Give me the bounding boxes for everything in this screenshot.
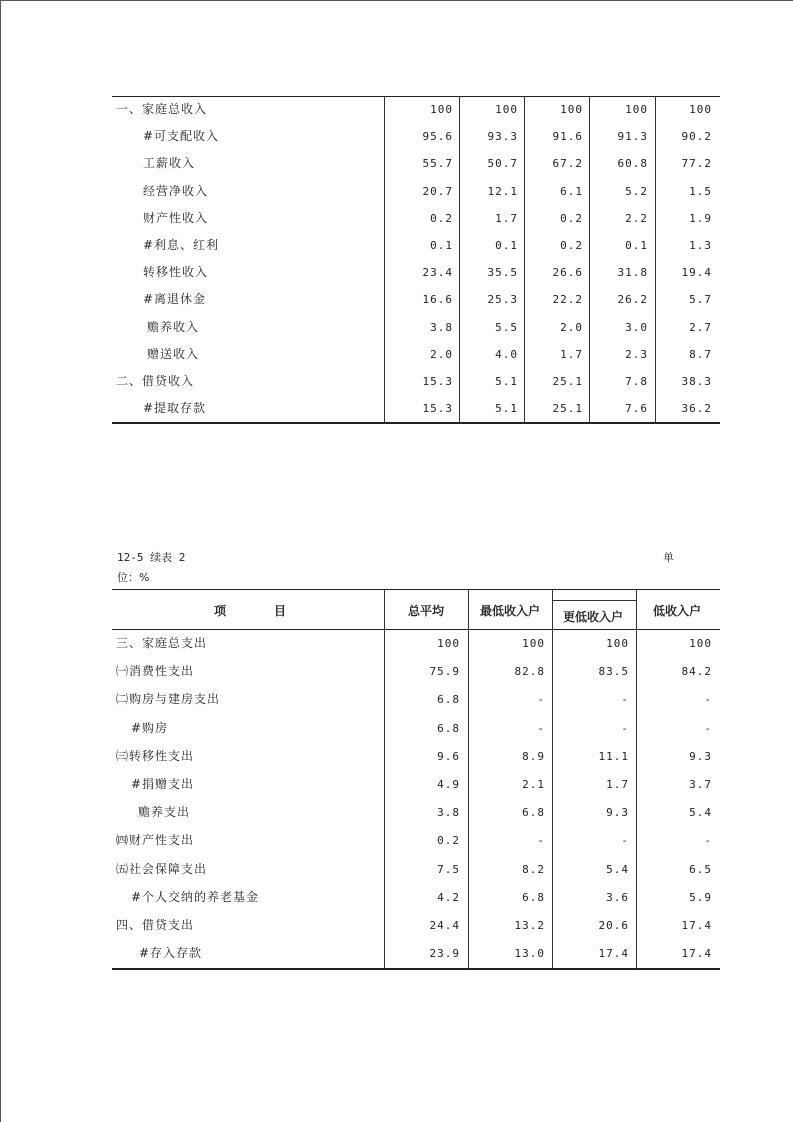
cell-value: 4.9 (437, 778, 460, 791)
cell-value: 82.8 (514, 665, 545, 679)
cell-value: 3.8 (430, 320, 453, 334)
table-row (112, 395, 720, 422)
table-bottom-rule (112, 422, 720, 424)
cell-value: 67.2 (552, 157, 583, 171)
cell-value: 0.1 (430, 239, 453, 252)
cell-value: 0.2 (430, 211, 453, 225)
row-label: #利息、红利 (143, 238, 220, 252)
header-item-b: 目 (274, 604, 287, 618)
cell-value: 5.2 (625, 184, 648, 198)
table-row (112, 827, 720, 854)
row-label: ㈡购房与建房支出 (116, 692, 221, 707)
cell-value: 17.4 (681, 919, 712, 932)
table-row (112, 630, 720, 657)
table-row (112, 686, 720, 713)
table-row (112, 178, 720, 205)
cell-value: - (704, 834, 712, 848)
cell-value: 3.8 (437, 806, 460, 820)
cell-value: - (704, 721, 712, 735)
table-row (112, 286, 720, 313)
table-row (112, 771, 720, 798)
cell-value: 13.2 (514, 919, 545, 932)
page-top-edge (0, 0, 793, 1)
row-label: 赠送收入 (147, 346, 200, 361)
cell-value: 0.2 (437, 834, 460, 848)
table-row (112, 856, 720, 883)
row-label: 三、家庭总支出 (116, 636, 208, 650)
cell-value: 100 (437, 637, 460, 650)
cell-value: 100 (560, 103, 583, 116)
table-row (112, 259, 720, 286)
row-label: 赡养支出 (138, 805, 191, 820)
cell-value: 91.3 (617, 130, 648, 144)
cell-value: 5.7 (689, 293, 712, 307)
row-label: #个人交纳的养老基金 (131, 889, 260, 904)
header-lowest-income: 最低收入户 (480, 604, 541, 618)
cell-value: 91.6 (552, 130, 583, 144)
cell-value: 6.8 (522, 890, 545, 904)
cell-value: 0.1 (625, 239, 648, 252)
cell-value: 25.1 (552, 375, 583, 388)
cell-value: 38.3 (681, 375, 712, 388)
row-label: #捐赠支出 (131, 777, 195, 791)
cell-value: 5.1 (495, 402, 518, 416)
row-label: ㈠消费性支出 (116, 664, 195, 679)
table-row (112, 940, 720, 967)
cell-value: 17.4 (598, 947, 629, 961)
cell-value: 6.8 (437, 693, 460, 707)
cell-value: 3.6 (606, 890, 629, 904)
cell-value: 20.6 (598, 919, 629, 932)
cell-value: 36.2 (681, 402, 712, 416)
row-label: 二、借贷收入 (116, 374, 195, 388)
cell-value: 31.8 (617, 266, 648, 280)
row-label: #离退休金 (143, 292, 207, 307)
cell-value: 7.5 (437, 862, 460, 876)
cell-value: 1.7 (606, 778, 629, 791)
row-label: #可支配收入 (143, 129, 220, 144)
cell-value: 93.3 (487, 130, 518, 144)
cell-value: 26.6 (552, 266, 583, 280)
table-row (112, 658, 720, 685)
row-label: #提取存款 (143, 401, 207, 416)
row-label: 一、家庭总收入 (116, 102, 208, 116)
cell-value: 5.4 (606, 862, 629, 876)
cell-value: 6.8 (437, 721, 460, 735)
cell-value: 95.6 (422, 130, 453, 144)
cell-value: 0.2 (560, 239, 583, 252)
cell-value: 1.3 (689, 239, 712, 252)
cell-value: 11.1 (598, 749, 629, 763)
row-label: 经营净收入 (143, 183, 209, 198)
cell-value: 8.7 (689, 347, 712, 361)
table-row (112, 912, 720, 939)
cell-value: - (537, 721, 545, 735)
table-row (112, 314, 720, 341)
cell-value: 22.2 (552, 293, 583, 307)
cell-value: 2.2 (625, 211, 648, 225)
cell-value: 2.1 (522, 778, 545, 791)
cell-value: 6.5 (689, 862, 712, 876)
cell-value: 16.6 (422, 293, 453, 307)
cell-value: 100 (625, 103, 648, 116)
header-lower-income: 更低收入户 (563, 610, 624, 624)
table-bottom-rule (112, 968, 720, 970)
cell-value: - (537, 693, 545, 707)
cell-value: 77.2 (681, 157, 712, 171)
cell-value: 100 (606, 637, 629, 650)
income-table (112, 96, 720, 423)
cell-value: 2.3 (625, 347, 648, 361)
table-row (112, 368, 720, 395)
cell-value: 100 (495, 103, 518, 116)
cell-value: - (621, 721, 629, 735)
table-row (112, 205, 720, 232)
row-label: ㈢转移性支出 (116, 748, 195, 763)
page-left-edge (0, 0, 1, 1122)
cell-value: 5.4 (689, 806, 712, 820)
cell-value: 50.7 (487, 157, 518, 171)
cell-value: - (537, 834, 545, 848)
cell-value: 6.8 (522, 806, 545, 820)
header-low-income: 低收入户 (653, 604, 702, 618)
cell-value: 1.5 (689, 184, 712, 198)
cell-value: 0.1 (495, 239, 518, 252)
cell-value: 6.1 (560, 184, 583, 198)
row-label: 财产性收入 (143, 210, 209, 225)
cell-value: 4.0 (495, 347, 518, 361)
cell-value: - (621, 693, 629, 707)
row-label: #存入存款 (139, 946, 203, 961)
table-row (112, 96, 720, 123)
cell-value: 90.2 (681, 130, 712, 144)
cell-value: 4.2 (437, 890, 460, 904)
header-total-average: 总平均 (408, 604, 445, 618)
cell-value: 9.3 (606, 806, 629, 820)
header-inner-rule (552, 600, 636, 601)
row-label: 赡养收入 (147, 319, 200, 334)
cell-value: 5.5 (495, 320, 518, 334)
cell-value: 8.2 (522, 862, 545, 876)
cell-value: 1.7 (560, 347, 583, 361)
expenditure-table (112, 589, 720, 970)
table-row (112, 715, 720, 742)
cell-value: 84.2 (681, 665, 712, 679)
table-row (112, 743, 720, 770)
cell-value: 15.3 (422, 375, 453, 388)
cell-value: 13.0 (514, 947, 545, 961)
cell-value: 100 (689, 103, 712, 116)
cell-value: 100 (430, 103, 453, 116)
cell-value: - (621, 834, 629, 848)
cell-value: 100 (522, 637, 545, 650)
table-top-rule (112, 589, 720, 590)
cell-value: 19.4 (681, 266, 712, 280)
cell-value: 24.4 (429, 919, 460, 932)
cell-value: 7.8 (625, 375, 648, 388)
cell-value: 23.9 (429, 947, 460, 961)
unit-label-left: 位：% (117, 571, 150, 584)
cell-value: 17.4 (681, 947, 712, 961)
cell-value: 55.7 (422, 157, 453, 171)
table-caption: 12-5 续表 2 (117, 551, 186, 564)
cell-value: 9.3 (689, 749, 712, 763)
cell-value: 2.0 (560, 320, 583, 334)
row-label: ㈤社会保障支出 (116, 861, 208, 876)
cell-value: 23.4 (422, 266, 453, 280)
table-row (112, 799, 720, 826)
cell-value: 9.6 (437, 749, 460, 763)
cell-value: - (704, 693, 712, 707)
cell-value: 35.5 (487, 266, 518, 280)
cell-value: 15.3 (422, 402, 453, 416)
row-label: #购房 (131, 720, 169, 735)
cell-value: 7.6 (625, 402, 648, 416)
table-row (112, 341, 720, 368)
cell-value: 100 (689, 637, 712, 650)
row-label: ㈣财产性支出 (116, 833, 195, 848)
table-row (112, 232, 720, 259)
row-label: 工薪收入 (143, 156, 196, 171)
row-label: 转移性收入 (143, 265, 209, 280)
cell-value: 25.3 (487, 293, 518, 307)
cell-value: 5.1 (495, 375, 518, 388)
cell-value: 60.8 (617, 157, 648, 171)
cell-value: 8.9 (522, 749, 545, 763)
row-label: 四、借贷支出 (116, 918, 195, 932)
cell-value: 12.1 (487, 184, 518, 198)
cell-value: 20.7 (422, 184, 453, 198)
cell-value: 25.1 (552, 402, 583, 416)
header-item-a: 项 (214, 604, 227, 618)
cell-value: 3.7 (689, 778, 712, 791)
table-row (112, 150, 720, 177)
cell-value: 3.0 (625, 320, 648, 334)
cell-value: 75.9 (429, 665, 460, 679)
cell-value: 1.9 (689, 211, 712, 225)
table-row (112, 884, 720, 911)
cell-value: 0.2 (560, 211, 583, 225)
table-row (112, 123, 720, 150)
cell-value: 1.7 (495, 211, 518, 225)
cell-value: 26.2 (617, 293, 648, 307)
unit-label-right: 单 (663, 551, 674, 564)
cell-value: 2.0 (430, 347, 453, 361)
cell-value: 2.7 (689, 320, 712, 334)
cell-value: 83.5 (598, 665, 629, 679)
cell-value: 5.9 (689, 890, 712, 904)
